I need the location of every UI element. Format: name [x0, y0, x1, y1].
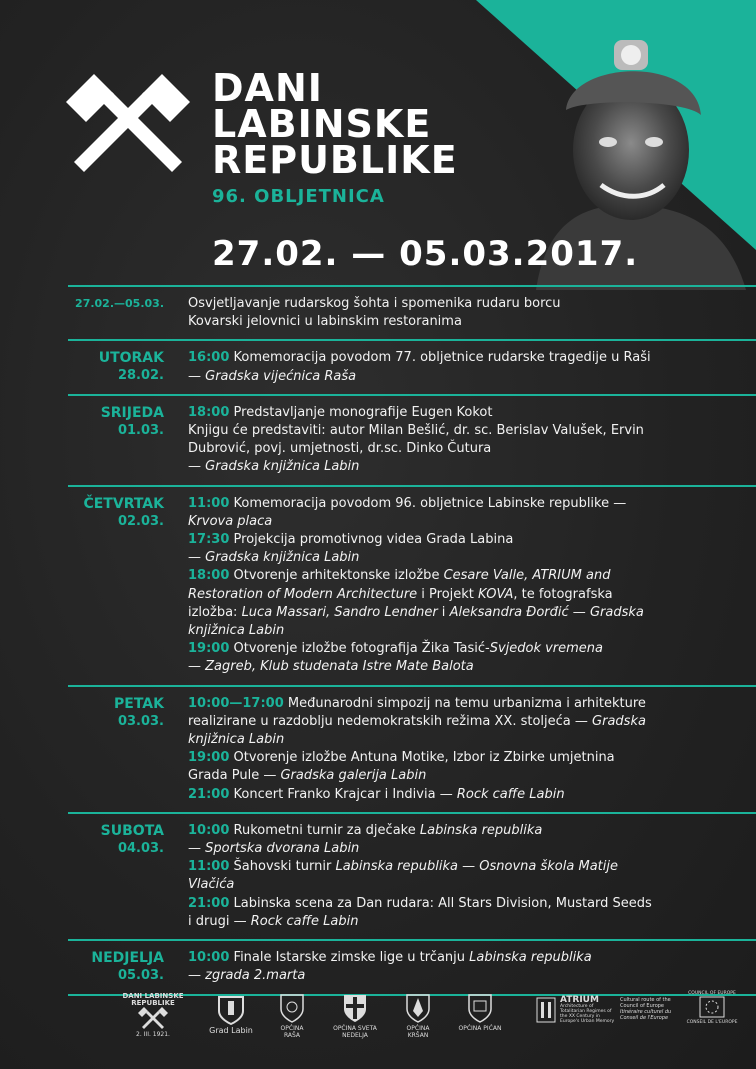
event-text: Projekcija promotivnog videa Grada Labina	[233, 532, 514, 548]
event-text: Koncert Franko Krajcar i Indivia	[233, 786, 436, 802]
hammer-logo-icon	[138, 1007, 168, 1029]
event-text: Otvorenje izložbe fotografija Žika Tasić-	[229, 641, 490, 657]
event-venue: Gradska galerija Labin	[280, 768, 427, 784]
event-time: 19:00	[188, 641, 230, 657]
event-item	[188, 404, 658, 422]
day-events: 18:00 Predstavljanje monografije Eugen Kokot Knjigu će predstaviti: autor Milan Bešlić, dr. sc. Berislav Valušek, Ervin Dubrović, povj. umjetnosti, dr.sc. Dinko Čutura — Gradska knjižnica Labin	[188, 404, 658, 477]
day-events	[188, 349, 658, 385]
event-time: 10:00	[188, 822, 230, 838]
event-venue: Krvova placa	[188, 513, 273, 529]
partner-logos	[0, 985, 756, 1065]
coat-of-arms-icon	[217, 995, 245, 1025]
event-venue: Gradska knjižnica Labin	[188, 713, 646, 748]
event-time: 10:00	[188, 950, 230, 966]
event-time: 19:00	[188, 750, 230, 766]
event-time: 10:00—17:00	[188, 695, 284, 711]
event-item: 10:00—17:00 Međunarodni simpozij na temu urbanizma i arhitekture realizirane u razdoblju nedemokratskih režima XX. stoljeća — Gradska knjižnica Labin	[188, 695, 646, 748]
schedule-row	[68, 394, 756, 485]
day-label	[68, 349, 188, 385]
day-label	[68, 495, 188, 677]
event-text: , te fotografska izložba:	[188, 586, 613, 620]
event-venue: Sportska dvorana Labin	[205, 841, 360, 857]
day-date: 03.03.	[117, 713, 164, 729]
partner-name: COUNCIL OF EUROPE	[688, 991, 736, 996]
atrium-logo-icon	[536, 997, 556, 1023]
partner-logo	[272, 993, 312, 1039]
title-line: REPUBLIKE	[212, 138, 458, 182]
shield-icon	[279, 993, 305, 1023]
event-time: 18:00	[188, 568, 230, 584]
partner-name: OPĆINA KRŠAN	[406, 1025, 430, 1039]
event-text-italic: Labinska republika	[469, 950, 592, 966]
crossed-hammers-icon	[66, 72, 190, 180]
day-events	[188, 695, 658, 804]
event-text: Komemoracija povodom 77. obljetnice rudarske tragedije u Raši	[233, 350, 651, 366]
event-text: i	[437, 604, 450, 620]
day-date: 28.02.	[117, 368, 164, 384]
day-events	[188, 822, 658, 931]
partner-logo	[118, 993, 188, 1038]
event-text: Finale Istarske zimske lige u trčanju	[233, 950, 470, 966]
partner-logo	[208, 995, 254, 1034]
event-text: Šahovski turnir	[233, 859, 336, 875]
event-line: Kovarski jelovnici u labinskim restoranima	[188, 314, 462, 330]
schedule-row	[68, 685, 756, 812]
event-text-italic: Labinska republika	[335, 859, 458, 875]
shield-icon	[467, 993, 493, 1023]
event-item: 10:00 Finale Istarske zimske lige u trčanju Labinska republika — zgrada 2.marta	[188, 950, 592, 984]
partner-name: Grad Labin	[209, 1026, 253, 1035]
day-date: 02.03.	[117, 513, 164, 529]
event-time: 16:00	[188, 350, 230, 366]
event-item: 11:00 Komemoracija povodom 96. obljetnice Labinske republike — Krvova placa	[188, 495, 627, 529]
event-venue: Rock caffe Labin	[250, 913, 359, 929]
event-text-italic: KOVA	[478, 586, 514, 602]
event-text-italic: Aleksandra Đorđić	[449, 604, 569, 620]
day-name: SRIJEDA	[100, 404, 164, 421]
schedule-row	[68, 339, 756, 393]
partner-sub: 2. III. 1921.	[136, 1031, 170, 1038]
event-title	[212, 66, 458, 182]
event-text: i Projekt	[417, 586, 479, 602]
partner-logo	[458, 993, 502, 1032]
event-venue: Osnovna škola Matije Vlačića	[188, 859, 618, 893]
day-label	[68, 822, 188, 931]
event-text-italic: Svjedok vremena	[489, 641, 604, 657]
event-extra: Knjigu će predstaviti: autor Milan Bešlić, dr. sc. Berislav Valušek, Ervin Dubrović, povj. umjetnosti, dr.sc. Dinko Čutura	[188, 423, 644, 457]
anniversary-label: 96. OBLJETNICA	[212, 186, 385, 207]
event-item: 19:00 Otvorenje izložbe fotografija Žika Tasić-Svjedok vremena — Zagreb, Klub studenata Istre Mate Balota	[188, 641, 604, 675]
event-item: 17:30 Projekcija promotivnog videa Grada Labina — Gradska knjižnica Labin	[188, 532, 514, 566]
schedule-row	[68, 812, 756, 939]
day-label	[68, 404, 188, 477]
day-label	[68, 949, 188, 985]
event-item: 10:00 Rukometni turnir za dječake Labinska republika — Sportska dvorana Labin	[188, 822, 543, 857]
partner-sub: CONSEIL DE L'EUROPE	[686, 1020, 738, 1025]
day-name: SUBOTA	[100, 822, 164, 839]
event-venue: Gradska knjižnica Labin	[188, 604, 644, 639]
day-events	[188, 949, 658, 985]
shield-icon	[405, 993, 431, 1023]
partner-name: OPĆINA SVETA NEDELJA	[333, 1025, 377, 1039]
day-label	[68, 695, 188, 804]
event-text: Međunarodni simpozij na temu urbanizma i arhitekture realizirane u razdoblju nedemokratskih režima XX. stoljeća	[188, 695, 646, 729]
event-venue: Gradska vijećnica Raša	[205, 368, 357, 384]
day-date: 05.03.	[117, 968, 164, 984]
day-label	[68, 295, 188, 331]
day-date: 01.03.	[117, 422, 164, 438]
schedule	[68, 285, 756, 996]
partner-sub: Architecture of Totalitarian Regimes of the XX Century in Europe's Urban Memory	[560, 1004, 615, 1024]
partner-name: OPĆINA PIĆAN	[458, 1025, 502, 1032]
event-time: 11:00	[188, 495, 230, 511]
partner-logo	[620, 997, 682, 1021]
council-of-europe-icon	[699, 996, 725, 1018]
title-line: LABINSKE	[212, 102, 432, 146]
partner-logo	[330, 993, 380, 1039]
event-item: 11:00 Šahovski turnir Labinska republika — Osnovna škola Matije Vlačića	[188, 859, 618, 893]
day-name: NEDJELJA	[91, 950, 164, 967]
event-item: 21:00 Labinska scena za Dan rudara: All Stars Division, Mustard Seeds i drugi — Rock caffe Labin	[188, 895, 652, 929]
schedule-row	[68, 485, 756, 685]
event-text: Otvorenje arhitektonske izložbe	[233, 568, 444, 584]
event-time: 18:00	[188, 404, 230, 420]
partner-sub: Itinéraire culturel du Conseil de l'Europe	[620, 1009, 672, 1021]
day-name: 27.02.—05.03.	[75, 297, 164, 310]
partner-name: ATRIUM	[560, 995, 599, 1005]
event-text-italic: Cesare Valle, ATRIUM and Restoration of Modern Architecture	[188, 568, 611, 602]
event-item: 16:00 Komemoracija povodom 77. obljetnice rudarske tragedije u Raši — Gradska vijećnica Raša	[188, 350, 651, 384]
event-time: 21:00	[188, 786, 230, 802]
schedule-row	[68, 285, 756, 339]
event-time: 17:30	[188, 532, 230, 548]
partner-name: DANI LABINSKE REPUBLIKE	[122, 992, 184, 1007]
partner-name: OPĆINA RAŠA	[280, 1025, 304, 1039]
event-text: Komemoracija povodom 96. obljetnice Labinske republike	[233, 495, 610, 511]
event-item: 19:00 Otvorenje izložbe Antuna Motike, Izbor iz Zbirke umjetnina Grada Pule — Gradska galerija Labin	[188, 750, 615, 784]
event-venue: Gradska knjižnica Labin	[205, 550, 360, 566]
event-text-italic: Labinska republika	[419, 822, 543, 838]
day-name: UTORAK	[98, 350, 164, 367]
event-dates: 27.02. — 05.03.2017.	[212, 234, 639, 274]
day-events	[188, 495, 658, 677]
event-item: 21:00 Koncert Franko Krajcar i Indivia — Rock caffe Labin	[188, 786, 565, 802]
day-events	[188, 295, 658, 331]
day-name: PETAK	[114, 695, 164, 712]
event-time: 11:00	[188, 859, 230, 875]
event-venue: Rock caffe Labin	[456, 786, 565, 802]
partner-name: Cultural route of the Council of Europe	[620, 997, 671, 1009]
event-text: Otvorenje izložbe Antuna Motike, Izbor iz Zbirke umjetnina Grada Pule	[188, 750, 615, 784]
event-venue: Zagreb, Klub studenata Istre Mate Balota	[205, 659, 474, 675]
event-line: Osvjetljavanje rudarskog šohta i spomenika rudaru borcu	[188, 296, 561, 311]
event-item: 18:00 Otvorenje arhitektonske izložbe Cesare Valle, ATRIUM and Restoration of Modern Architecture i Projekt KOVA, te fotografska izložba: Luca Massari, Sandro Lendner i Aleksandra Đorđić — Gradska knjižnica Labin	[188, 568, 644, 639]
title-line: DANI	[212, 66, 323, 110]
partner-logo	[396, 993, 440, 1039]
shield-icon	[342, 993, 368, 1023]
day-name: ČETVRTAK	[83, 495, 164, 512]
event-venue: zgrada 2.marta	[205, 968, 306, 984]
event-venue: Gradska knjižnica Labin	[205, 459, 360, 475]
event-text-italic: Luca Massari, Sandro Lendner	[241, 604, 438, 620]
event-text: Labinska scena za Dan rudara: All Stars Division, Mustard Seeds i drugi	[188, 895, 652, 929]
event-text: Predstavljanje monografije Eugen Kokot	[233, 404, 493, 420]
day-date: 04.03.	[117, 840, 164, 856]
partner-logo	[684, 991, 740, 1025]
event-text: Rukometni turnir za dječake	[233, 822, 420, 838]
event-time: 21:00	[188, 895, 230, 911]
partner-logo	[536, 997, 616, 1025]
